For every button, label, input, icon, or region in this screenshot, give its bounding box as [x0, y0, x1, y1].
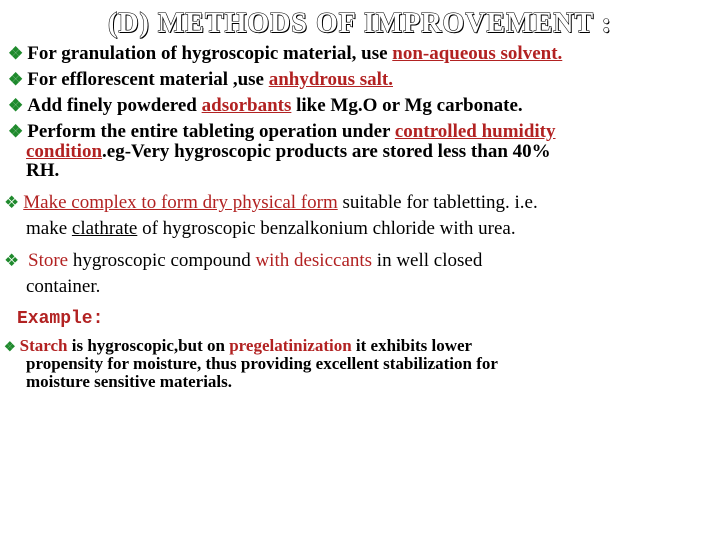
bullet-text: make [26, 218, 72, 239]
bullet-text: like Mg.O or Mg carbonate. [291, 95, 523, 116]
highlight-text: Starch [19, 336, 68, 355]
bullet-item-complex [4, 193, 538, 213]
highlight-text: Store [28, 250, 69, 271]
bullet-text: container. [26, 276, 101, 297]
bullet-text: .eg-Very hygroscopic products are stored less than 40% [102, 141, 551, 162]
bullet-item-store [4, 251, 482, 271]
bullet-text: For efflorescent material ,use [27, 69, 269, 90]
diamond-bullet-icon: ❖ [8, 44, 24, 63]
highlight-text: with desiccants [255, 250, 373, 271]
highlight-text: condition [26, 141, 103, 162]
bullet-text: it exhibits lower [351, 336, 473, 355]
bullet-continuation [26, 355, 498, 373]
bullet-item-efflorescent [8, 70, 393, 90]
underlined-text: clathrate [71, 218, 138, 239]
diamond-bullet-icon: ❖ [4, 251, 20, 270]
highlight-text: pregelatinization [229, 336, 352, 355]
bullet-continuation [26, 277, 100, 297]
bullet-continuation [26, 219, 516, 239]
example-label: Example: [17, 309, 104, 329]
bullet-item-humidity [8, 122, 556, 142]
bullet-text: Add finely powdered [27, 95, 202, 116]
highlight-text: non-aqueous solvent. [392, 43, 563, 64]
highlight-text: adsorbants [201, 95, 292, 116]
bullet-text: suitable for tabletting. i.e. [337, 192, 538, 213]
bullet-text: hygroscopic compound [68, 250, 256, 271]
diamond-bullet-icon: ❖ [4, 339, 16, 354]
bullet-text: Perform the entire tableting operation under [27, 121, 395, 142]
bullet-text: RH. [26, 160, 60, 181]
bullet-text: For granulation of hygroscopic material, use [27, 43, 393, 64]
highlight-text: anhydrous salt. [268, 69, 393, 90]
bullet-continuation [26, 142, 551, 162]
highlight-text: controlled humidity [394, 121, 556, 142]
diamond-bullet-icon: ❖ [8, 96, 24, 115]
highlight-text: Make complex to form dry physical form [23, 192, 338, 213]
bullet-text: is hygroscopic,but on [67, 336, 230, 355]
bullet-text: propensity for moisture, thus providing excellent stabilization for [26, 354, 498, 373]
bullet-item-granulation [8, 44, 562, 64]
bullet-text: in well closed [372, 250, 483, 271]
bullet-text: moisture sensitive materials. [26, 372, 233, 391]
bullet-continuation [26, 373, 232, 391]
bullet-text: of hygroscopic benzalkonium chloride with urea. [137, 218, 516, 239]
diamond-bullet-icon: ❖ [8, 70, 24, 89]
diamond-bullet-icon: ❖ [4, 193, 20, 212]
bullet-item-adsorbants [8, 96, 523, 116]
bullet-continuation [26, 161, 59, 181]
diamond-bullet-icon: ❖ [8, 122, 24, 141]
slide-title: (D) METHODS OF IMPROVEMENT : [108, 8, 612, 39]
